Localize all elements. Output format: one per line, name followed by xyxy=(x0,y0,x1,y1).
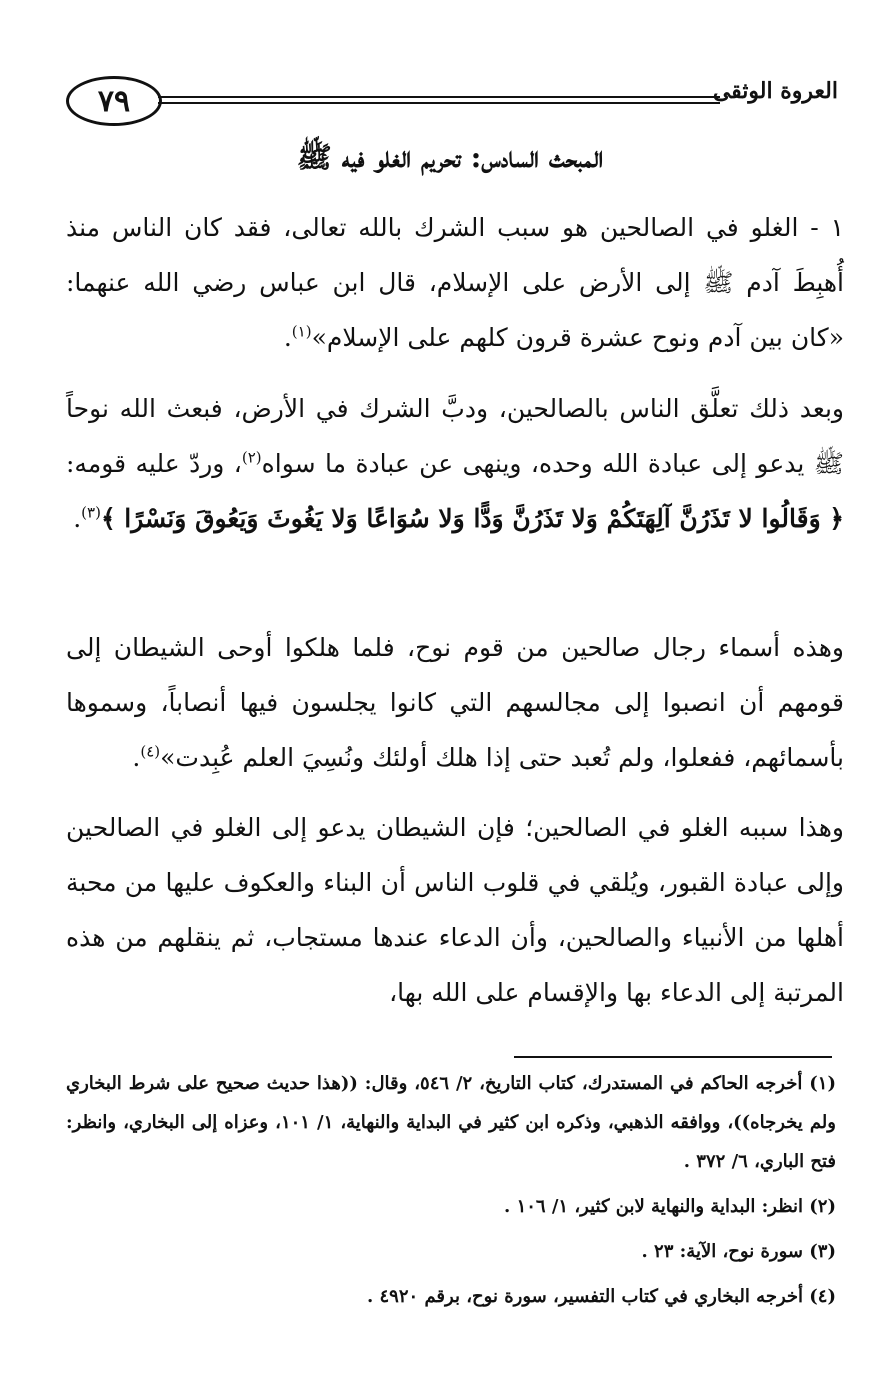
paragraph-2-text: وبعد ذلك تعلَّق الناس بالصالحين، ودبَّ الشرك في الأرض، فبعث الله نوحاً ﷺ يدعو إلى عبادة الله وحده، وينهى عن عبادة ما سواه xyxy=(66,394,844,478)
paragraph-3-end: . xyxy=(132,743,141,772)
header-rule xyxy=(158,96,720,104)
footnote-2: (٢) انظر: البداية والنهاية لابن كثير، ١/ ١٠٦ . xyxy=(504,1196,836,1217)
paragraph-4-text: وهذا سببه الغلو في الصالحين؛ فإن الشيطان يدعو إلى الغلو في الصالحين وإلى عبادة القبور، ويُلقي في قلوب الناس أن البناء والعكوف عليها من محبة أهلها من الأنبياء والصالحين، وأن الدعاء عندها مستجاب، ثم ينقلهم من هذه المرتبة إلى الدعاء بها والإقسام على الله بها، xyxy=(66,813,844,1007)
footnote-ref-3[interactable]: (٣) xyxy=(81,503,101,522)
footnote-separator xyxy=(514,1056,832,1058)
paragraph-3-text: وهذه أسماء رجال صالحين من قوم نوح، فلما هلكوا أوحى الشيطان إلى قومهم أن انصبوا إلى مجالسهم التي كانوا يجلسون فيها أنصاباً، وسموها بأسمائهم، ففعلوا، ولم تُعبد حتى إذا هلك أولئك ونُسِيَ العلم عُبِدت» xyxy=(66,633,844,772)
footnote-1: (١) أخرجه الحاكم في المستدرك، كتاب التاريخ، ٢/ ٥٤٦، وقال: ((هذا حديث صحيح على شرط البخاري ولم يخرجاه))، ووافقه الذهبي، وذكره ابن كثير في البداية والنهاية، ١/ ١٠١، وعزاه إلى البخاري، وانظر: فتح الباري، ٦/ ٣٧٢ . xyxy=(66,1073,836,1172)
footnote-4: (٤) أخرجه البخاري في كتاب التفسير، سورة نوح، برقم ٤٩٢٠ . xyxy=(366,1286,836,1307)
paragraph-2 xyxy=(66,381,844,546)
footnotes xyxy=(66,1064,836,1322)
running-title: العروة الوثقى xyxy=(712,78,838,104)
paragraph-1 xyxy=(66,200,844,365)
paragraph-3 xyxy=(66,620,844,785)
section-heading: المبحث السادس: تحريم الغلو فيه ﷺ xyxy=(296,140,604,174)
page-number: ٧٩ xyxy=(66,76,162,126)
paragraph-1-end: . xyxy=(283,323,292,352)
footnote-ref-4[interactable]: (٤) xyxy=(140,742,161,761)
footnote-3: (٣) سورة نوح، الآية: ٢٣ . xyxy=(641,1241,836,1262)
footnote-ref-1[interactable]: (١) xyxy=(291,322,312,341)
paragraph-4 xyxy=(66,800,844,1020)
paragraph-2-end: . xyxy=(73,504,82,533)
paragraph-1-text: ١ - الغلو في الصالحين هو سبب الشرك بالله تعالى، فقد كان الناس منذ أُهبِطَ آدم ﷺ إلى الأرض على الإسلام، قال ابن عباس رضي الله عنهما: «كان بين آدم ونوح عشرة قرون كلهم على الإسلام» xyxy=(66,213,844,352)
footnote-ref-2[interactable]: (٢) xyxy=(241,448,262,467)
paragraph-2-mid: ، وردّ عليه قومه: xyxy=(66,449,242,478)
quran-verse: ﴿ وَقَالُوا لا تَذَرُنَّ آلِهَتَكُمْ وَلا تَذَرُنَّ وَدًّا وَلا سُوَاعًا وَلا يَغُوثَ وَيَعُوقَ وَنَسْرًا ﴾ xyxy=(100,504,844,533)
page-header xyxy=(66,76,838,132)
